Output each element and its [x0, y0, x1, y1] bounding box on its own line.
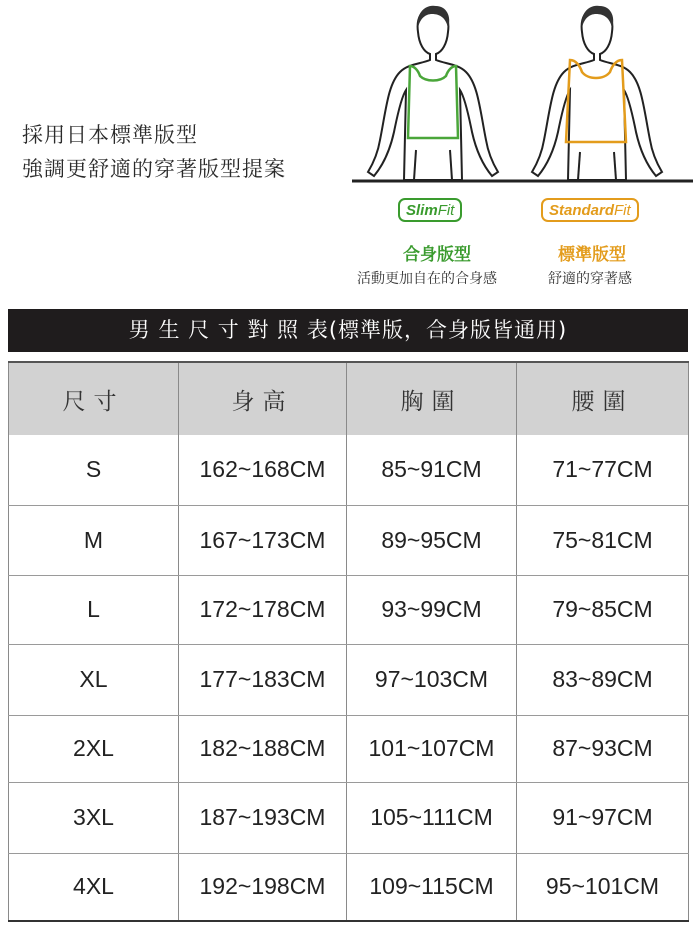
height-cell: 192~198CM: [179, 853, 347, 921]
header-waist: 腰圍: [517, 362, 689, 435]
chest-cell: 101~107CM: [347, 715, 517, 782]
slim-fit-badge: [398, 198, 462, 222]
size-cell: 3XL: [9, 782, 179, 853]
chest-cell: 89~95CM: [347, 505, 517, 575]
height-cell: 167~173CM: [179, 505, 347, 575]
chest-cell: 93~99CM: [347, 575, 517, 644]
height-cell: 187~193CM: [179, 782, 347, 853]
table-row: [9, 505, 689, 575]
slim-fit-badge-fit: Fit: [437, 202, 455, 219]
size-table: [8, 361, 689, 922]
standard-fit-badge-word: Standard: [549, 202, 615, 219]
waist-cell: 83~89CM: [517, 644, 689, 715]
intro-line-2: 強調更舒適的穿著版型提案: [22, 157, 286, 181]
slim-fit-description: 活動更加自在的合身感: [357, 271, 497, 287]
slim-fit-badge-word: Slim: [406, 202, 438, 219]
standard-mannequin: [532, 6, 662, 180]
waist-cell: 95~101CM: [517, 853, 689, 921]
size-cell: 2XL: [9, 715, 179, 782]
height-cell: 172~178CM: [179, 575, 347, 644]
waist-cell: 79~85CM: [517, 575, 689, 644]
header-chest: 胸圍: [347, 362, 517, 435]
intro-line-1: 採用日本標準版型: [22, 123, 198, 147]
slim-fit-name: 合身版型: [403, 245, 471, 265]
chest-cell: 97~103CM: [347, 644, 517, 715]
header-size: 尺寸: [9, 362, 179, 435]
waist-cell: 87~93CM: [517, 715, 689, 782]
table-row: [9, 644, 689, 715]
table-row: [9, 853, 689, 921]
table-row: [9, 782, 689, 853]
fit-illustration: [350, 0, 693, 295]
table-row: [9, 435, 689, 505]
height-cell: 177~183CM: [179, 644, 347, 715]
waist-cell: 91~97CM: [517, 782, 689, 853]
size-cell: M: [9, 505, 179, 575]
chest-cell: 109~115CM: [347, 853, 517, 921]
waist-cell: 71~77CM: [517, 435, 689, 505]
size-cell: S: [9, 435, 179, 505]
table-row: [9, 575, 689, 644]
waist-cell: 75~81CM: [517, 505, 689, 575]
size-chart-title: 男 生 尺 寸 對 照 表(標準版，合身版皆通用): [8, 309, 688, 352]
standard-fit-description: 舒適的穿著感: [548, 271, 632, 287]
mannequin-figures: [350, 0, 693, 200]
chest-cell: 85~91CM: [347, 435, 517, 505]
size-cell: L: [9, 575, 179, 644]
chest-cell: 105~111CM: [347, 782, 517, 853]
size-table-header: [9, 362, 689, 435]
size-cell: XL: [9, 644, 179, 715]
standard-fit-name: 標準版型: [558, 245, 626, 265]
standard-fit-badge-fit: Fit: [614, 202, 631, 219]
slim-mannequin: [368, 6, 498, 180]
standard-fit-badge: [541, 198, 639, 222]
intro-text: [22, 118, 286, 186]
table-row: [9, 715, 689, 782]
header-height: 身高: [179, 362, 347, 435]
size-cell: 4XL: [9, 853, 179, 921]
height-cell: 162~168CM: [179, 435, 347, 505]
height-cell: 182~188CM: [179, 715, 347, 782]
